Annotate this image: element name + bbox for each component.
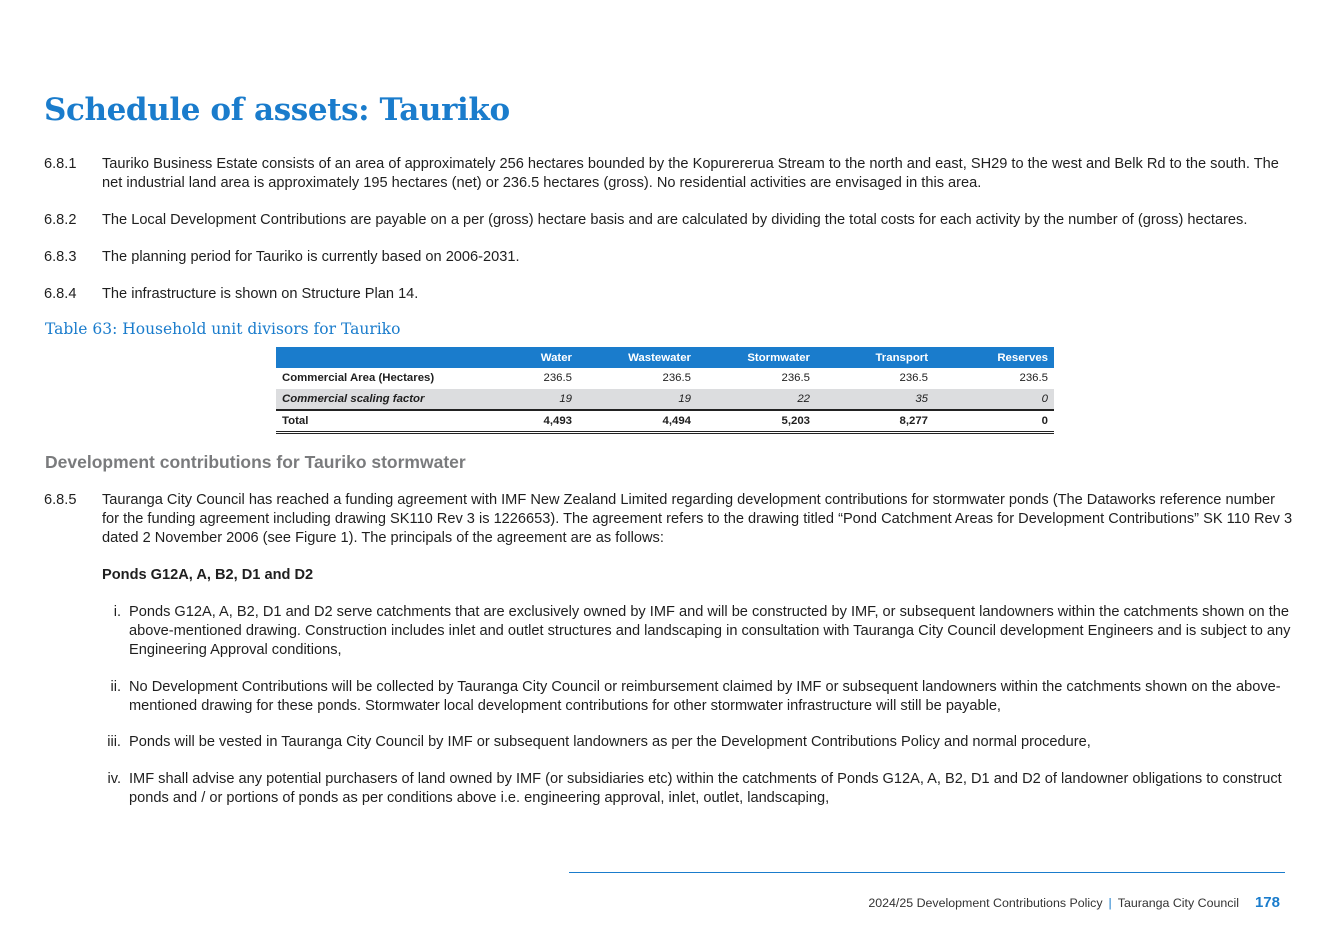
- list-item: [44, 733, 1294, 752]
- header-cell: Water: [488, 347, 578, 368]
- ponds-heading: Ponds G12A, A, B2, D1 and D2: [102, 567, 314, 583]
- section-heading: Development contributions for Tauriko stormwater: [45, 452, 466, 472]
- footer-organisation: Tauranga City Council: [1117, 896, 1239, 910]
- household-unit-divisors-table: [276, 347, 1054, 434]
- paragraph-text: The Local Development Contributions are payable on a per (gross) hectare basis and are calculated by dividing the total costs for each activity by the number of (gross) hectares.: [102, 212, 1248, 228]
- list-item-text: Ponds will be vested in Tauranga City Council by IMF or subsequent landowners as per the Development Contributions Policy and normal procedure,: [129, 734, 1091, 750]
- list-item: [44, 603, 1294, 660]
- header-cell: Wastewater: [578, 347, 697, 368]
- list-item: [44, 770, 1294, 808]
- row-label: Total: [276, 410, 488, 433]
- paragraph-text: Tauriko Business Estate consists of an area of approximately 256 hectares bounded by the Kopurererua Stream to the north and east, SH29 to the west and Belk Rd to the south. The net industrial land area is approximately 195 hectares (net) or 236.5 hectares (gross). No residential activities are envisaged in this area.: [102, 156, 1279, 191]
- list-numeral: iii.: [107, 734, 121, 750]
- header-cell: Reserves: [934, 347, 1054, 368]
- paragraph-text: Tauranga City Council has reached a funding agreement with IMF New Zealand Limited regarding development contributions for stormwater ponds (The Dataworks reference number for the funding agreement including drawing SK110 Rev 3 is 1226653). The agreement refers to the drawing titled “Pond Catchment Areas for Development Contributions” SK 110 Rev 3 dated 2 November 2006 (see Figure 1). The principals of the agreement are as follows:: [102, 492, 1293, 546]
- table-cell: 35: [816, 389, 934, 411]
- page-title: Schedule of assets: Tauriko: [44, 92, 510, 128]
- footer-document-title: 2024/25 Development Contributions Policy: [868, 896, 1103, 910]
- list-numeral: i.: [113, 604, 121, 620]
- table-cell: 19: [578, 389, 697, 411]
- paragraph-text: The infrastructure is shown on Structure Plan 14.: [102, 286, 419, 302]
- table-cell: 4,494: [578, 410, 697, 433]
- list-item-text: IMF shall advise any potential purchasers of land owned by IMF (or subsidiaries etc) within the catchments of Ponds G12A, A, B2, D1 and D2 of landowner obligations to construct ponds and / or portions of ponds as per conditions above i.e. engineering approval, inlet, outlet, landscaping,: [129, 771, 1282, 806]
- list-item-text: Ponds G12A, A, B2, D1 and D2 serve catchments that are exclusively owned by IMF and will be constructed by IMF, or subsequent landowners within the catchments shown on the above-mentioned drawing. Construction includes inlet and outlet structures and landscaping in consultation with Tauranga City Council development Engineers and is subject to any Engineering Approval conditions,: [129, 604, 1291, 658]
- paragraph-6-8-4: [44, 285, 1294, 304]
- header-cell: Transport: [816, 347, 934, 368]
- table-cell: 236.5: [816, 368, 934, 389]
- footer-separator: |: [1108, 896, 1112, 910]
- table-total-row: [276, 410, 1054, 433]
- table-row: [276, 368, 1054, 389]
- paragraph-6-8-5: [44, 491, 1294, 548]
- list-item: [44, 678, 1294, 716]
- page-number: 178: [1254, 894, 1280, 911]
- paragraph-number: 6.8.3: [44, 249, 77, 265]
- table-cell: 5,203: [697, 410, 816, 433]
- paragraph-6-8-1: [44, 155, 1294, 193]
- paragraph-text: The planning period for Tauriko is currently based on 2006-2031.: [102, 249, 520, 265]
- table-caption: Table 63: Household unit divisors for Tauriko: [45, 320, 401, 338]
- paragraph-number: 6.8.5: [44, 492, 77, 508]
- footer-divider: [569, 872, 1285, 873]
- table-cell: 8,277: [816, 410, 934, 433]
- page-footer: [868, 894, 1280, 911]
- table-cell: 22: [697, 389, 816, 411]
- table-cell: 236.5: [934, 368, 1054, 389]
- paragraph-number: 6.8.4: [44, 286, 77, 302]
- table-cell: 236.5: [578, 368, 697, 389]
- row-label: Commercial Area (Hectares): [276, 368, 488, 389]
- header-cell: Stormwater: [697, 347, 816, 368]
- table-cell: 0: [934, 389, 1054, 411]
- list-item-text: No Development Contributions will be collected by Tauranga City Council or reimbursement claimed by IMF or subsequent landowners within the catchments shown on the above-mentioned drawing for these ponds. Stormwater local development contributions for other stormwater infrastructure will still be payable,: [129, 679, 1281, 714]
- table-cell: 236.5: [697, 368, 816, 389]
- table-header-row: [276, 347, 1054, 368]
- table-row: [276, 389, 1054, 411]
- paragraph-6-8-2: [44, 211, 1294, 230]
- table-cell: 19: [488, 389, 578, 411]
- paragraph-number: 6.8.2: [44, 212, 77, 228]
- list-numeral: iv.: [107, 771, 121, 787]
- paragraph-6-8-3: [44, 248, 1294, 267]
- table-cell: 236.5: [488, 368, 578, 389]
- row-label: Commercial scaling factor: [276, 389, 488, 411]
- list-numeral: ii.: [110, 679, 121, 695]
- paragraph-number: 6.8.1: [44, 156, 77, 172]
- header-cell: [276, 347, 488, 368]
- table-cell: 4,493: [488, 410, 578, 433]
- table-cell: 0: [934, 410, 1054, 433]
